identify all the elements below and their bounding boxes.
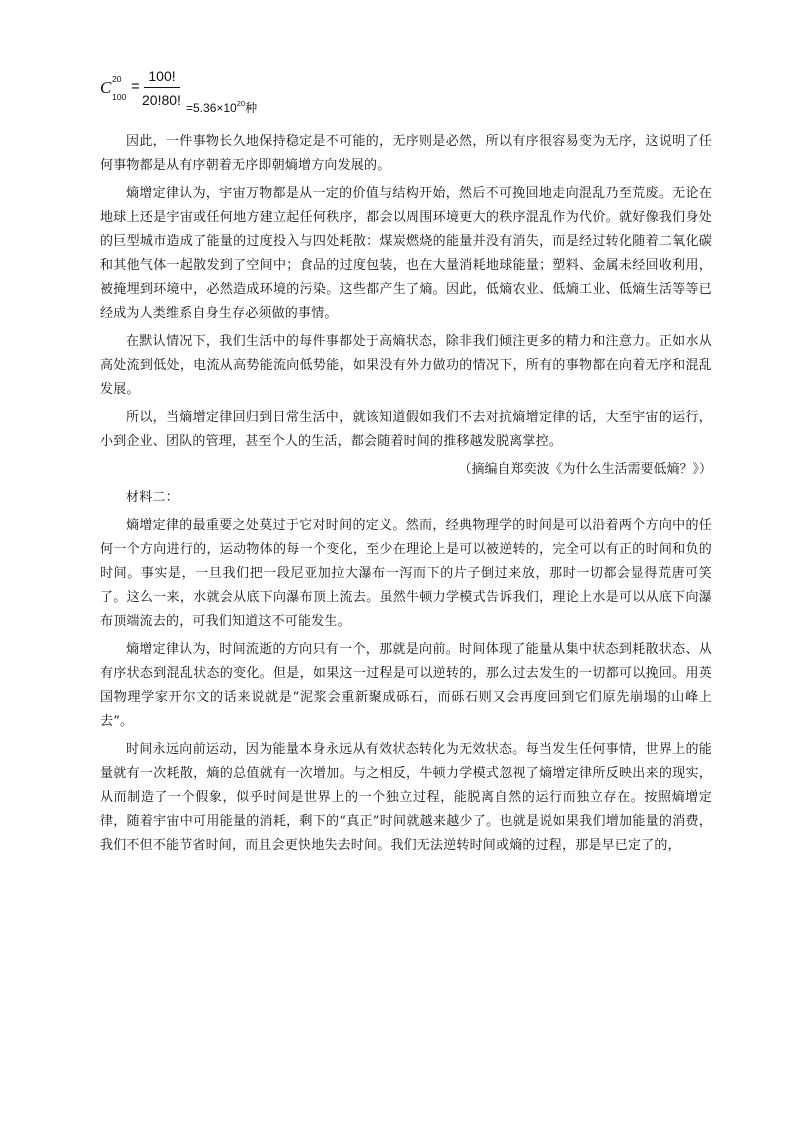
formula-result — [186, 99, 257, 116]
formula-fraction-bar — [144, 87, 180, 88]
paragraph-3: 在默认情况下，我们生活中的每件事都处于高熵状态，除非我们倾注更多的精力和注意力。正如水从高处流到低处，电流从高势能流向低势能，如果没有外力做功的情况下，所有的事物都在向着无序和混乱发展。 — [100, 334, 712, 397]
paragraph-2: 熵增定律认为，宇宙万物都是从一定的价值与结构开始，然后不可挽回地走向混乱乃至荒废。无论在地球上还是宇宙或任何地方建立起任何秩序，都会以周围环境更大的秩序混乱作为代价。就好像我们身处的巨型城市造成了能量的过度投入与四处耗散：煤炭燃烧的能量并没有消失，而是经过转化随着二氧化碳和其他气体一起散发到了空间中；食品的过度包装，也在大量消耗地球能量；塑料、金属未经回收利用，被掩埋到环境中，必然造成环境的污染。这些都产生了熵。因此，低熵农业、低熵工业、低熵生活等等已经成为人类维系自身生存必须做的事情。 — [100, 186, 712, 321]
combination-formula — [100, 64, 712, 124]
paragraph-1: 因此，一件事物长久地保持稳定是不可能的，无序则是必然，所以有序很容易变为无序，这说明了任何事物都是从有序朝着无序即朝熵增方向发展的。 — [100, 134, 712, 173]
formula-denominator: 20!80! — [142, 92, 181, 108]
material-2-paragraph-1: 熵增定律的最重要之处莫过于它对时间的定义。然而，经典物理学的时间是可以沿着两个方向中的任何一个方向进行的，运动物体的每一个变化，至少在理论上是可以被逆转的，完全可以有正的时间和负的时间。事实是，一旦我们把一段尼亚加拉大瀑布一泻而下的片子倒过来放，那时一切都会显得荒唐可笑了。这么一来，水就会从底下向瀑布顶上流去。虽然牛顿力学模式告诉我们，理论上水是可以从底下向瀑布顶端流去的，可我们知道这不可能发生。 — [100, 518, 712, 629]
material-2-paragraph-3: 时间永远向前运动，因为能量本身永远从有效状态转化为无效状态。每当发生任何事情，世界上的能量就有一次耗散，熵的总值就有一次增加。与之相反，牛顿力学模式忽视了熵增定律所反映出来的现实，从而制造了一个假象，似乎时间是世界上的一个独立过程，能脱离自然的运行而独立存在。按照熵增定律，随着宇宙中可用能量的消耗，剩下的“真正”时间就越来越少了。也就是说如果我们增加能量的消费，我们不但不能节省时间，而且会更快地失去时间。我们无法逆转时间或熵的过程，那是早已定了的， — [100, 742, 712, 853]
material-2-label: 材料二： — [126, 490, 179, 505]
formula-c-symbol: C — [100, 78, 112, 97]
paragraph-4: 所以，当熵增定律回归到日常生活中，就该知道假如我们不去对抗熵增定律的话，大至宇宙的运行，小到企业、团队的管理，甚至个人的生活，都会随着时间的推移越发脱离掌控。 — [100, 410, 712, 449]
document-page — [100, 64, 712, 862]
material-2-paragraph-2: 熵增定律认为，时间流逝的方向只有一个，那就是向前。时间体现了能量从集中状态到耗散状态、从有序状态到混乱状态的变化。但是，如果这一过程是可以逆转的，那么过去发生的一切都可以挽回。用英国物理学家开尔文的话来说就是“泥浆会重新聚成砾石，而砾石则又会再度回到它们原先崩塌的山峰上去”。 — [100, 642, 712, 729]
formula-result-prefix: =5.36×10 — [186, 101, 237, 115]
formula-unit: 种 — [245, 101, 258, 115]
formula-c-subscript: 100 — [112, 92, 127, 102]
formula-c-superscript: 20 — [112, 74, 122, 84]
source-citation: （摘编自郑奕波《为什么生活需要低熵？》） — [458, 462, 712, 477]
formula-equals: = — [131, 78, 140, 95]
formula-result-exponent: 20 — [236, 99, 246, 108]
formula-numerator: 100! — [148, 68, 176, 84]
